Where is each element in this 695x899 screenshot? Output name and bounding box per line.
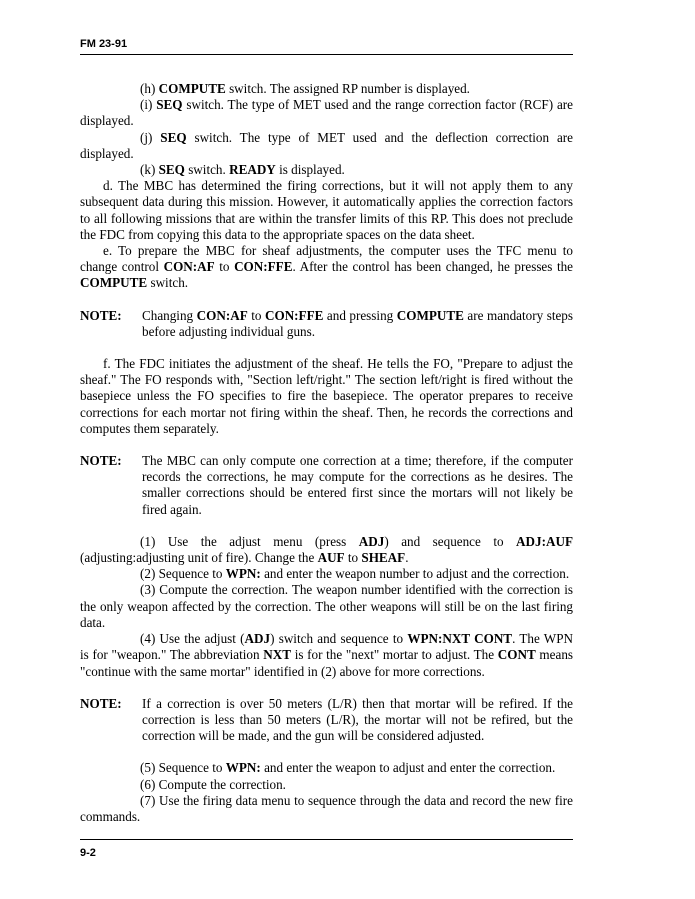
header-rule	[80, 54, 573, 55]
footer-rule	[80, 839, 573, 840]
note-text: The MBC can only compute one correction at a time; therefore, if the computer records the corrections, he may compute for the corrections as he desires. The smaller corrections should be entered first since the mortars will not likely be fired again.	[142, 453, 573, 517]
step-7: (7) Use the firing data menu to sequence through the data and record the new fire commands.	[80, 792, 573, 824]
note-1	[80, 308, 573, 340]
paragraph-f: f. The FDC initiates the adjustment of the sheaf. He tells the FO, "Prepare to adjust the sheaf." The FO responds with, "Section left/right." The section left/right is fired without the basepiece unless the FO specifies to fire the basepiece. The operator prepares to receive corrections for each mortar not firing within the sheaf. Then, he records the corrections and computes them separately.	[80, 356, 573, 436]
note-text: Changing CON:AF to CON:FFE and pressing COMPUTE are mandatory steps before adjusting individual guns.	[142, 307, 573, 339]
step-j: (j) SEQ switch. The type of MET used and the deflection correction are displayed.	[80, 129, 573, 161]
page-number: 9-2	[80, 847, 96, 859]
step-6: (6) Compute the correction.	[140, 776, 286, 792]
step-k: (k) SEQ switch. READY is displayed.	[140, 162, 345, 178]
step-5: (5) Sequence to WPN: and enter the weapon to adjust and enter the correction.	[140, 760, 556, 776]
page-header: FM 23-91	[80, 38, 128, 50]
step-4: (4) Use the adjust (ADJ) switch and sequence to WPN:NXT CONT. The WPN is for "weapon." The abbreviation NXT is for the "next" mortar to adjust. The CONT means "continue with the same mortar" identified in (2) above for more corrections.	[80, 631, 574, 679]
paragraph-d: d. The MBC has determined the firing corrections, but it will not apply them to any subsequent data during this mission. However, it automatically applies the correction factors to all following missions that are within the transfer limits of this RP. This does not preclude the FDC from copying this data to the appropriate spaces on the data sheet.	[80, 178, 573, 242]
paragraph-e: e. To prepare the MBC for sheaf adjustments, the computer uses the TFC menu to change control CON:AF to CON:FFE. After the control has been changed, he presses the COMPUTE switch.	[80, 243, 574, 291]
step-h: (h) COMPUTE switch. The assigned RP number is displayed.	[140, 81, 470, 96]
note-3	[80, 696, 573, 745]
note-text: If a correction is over 50 meters (L/R) then that mortar will be refired. If the correction is less than 50 meters (L/R), the mortar will not be refired, but the correction will be made, and the gun will be considered adjusted.	[142, 695, 573, 744]
page-body	[80, 81, 573, 825]
note-label: NOTE:	[80, 307, 122, 323]
note-label: NOTE:	[80, 453, 122, 469]
step-i: (i) SEQ switch. The type of MET used and the range correction factor (RCF) are displayed.	[80, 97, 573, 129]
note-2	[80, 453, 573, 518]
note-label: NOTE:	[80, 695, 122, 711]
step-3: (3) Compute the correction. The weapon number identified with the correction is the only weapon affected by the correction. The other weapons will still be on the last firing data.	[80, 582, 573, 630]
step-1: (1) Use the adjust menu (press ADJ) and sequence to ADJ:AUF (adjusting:adjusting unit of fire). Change the AUF to SHEAF.	[80, 533, 573, 566]
step-2: (2) Sequence to WPN: and enter the weapon number to adjust and the correction.	[140, 566, 570, 582]
